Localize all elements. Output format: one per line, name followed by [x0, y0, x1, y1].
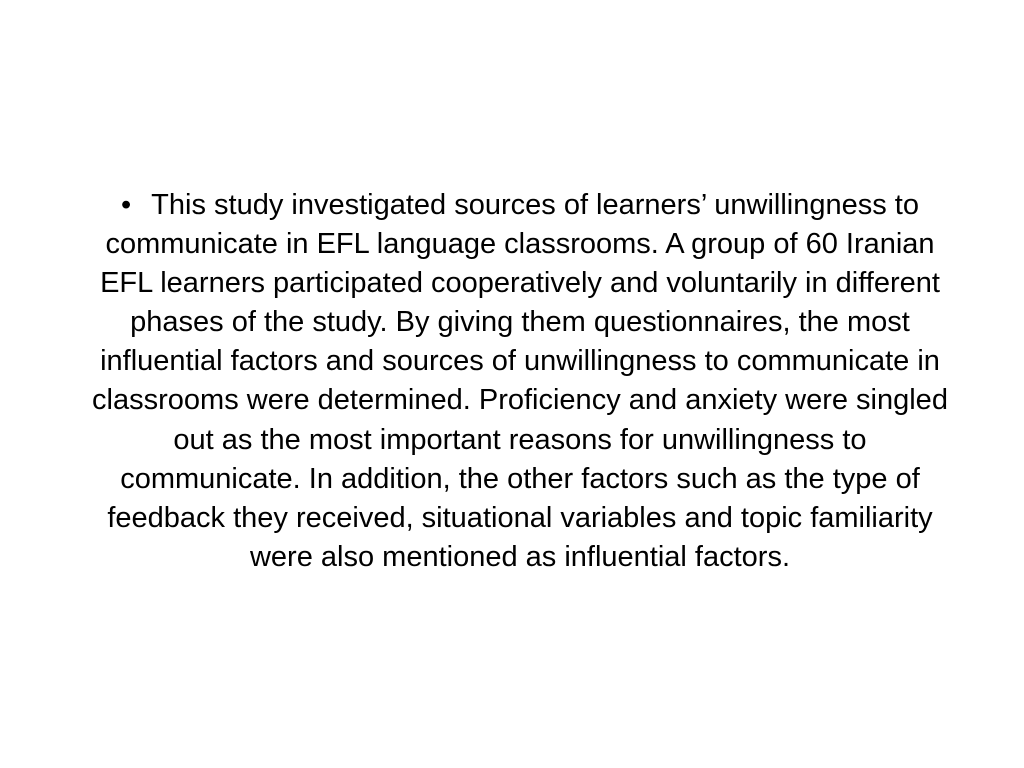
slide-body [80, 186, 960, 577]
bullet-item [80, 186, 960, 577]
bullet-marker: • [121, 189, 132, 221]
bullet-text: This study investigated sources of learners’ unwillingness to communicate in EFL language classrooms. A group of 60 Iranian EFL learners participated cooperatively and voluntarily in different phases of the study. By giving them questionnaires, the most influential factors and sources of unwillingness to communicate in classrooms were determined. Proficiency and anxiety were singled out as the most important reasons for unwillingness to communicate. In addition, the other factors such as the type of feedback they received, situational variables and topic familiarity were also mentioned as influential factors. [92, 189, 948, 573]
